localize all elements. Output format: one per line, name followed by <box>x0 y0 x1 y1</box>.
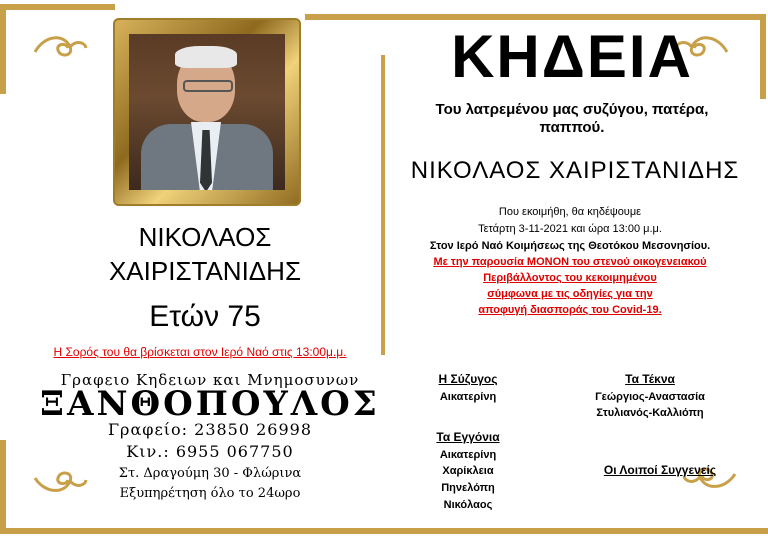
covid-note-line: αποφυγή διασποράς του Covid-19. <box>478 304 662 316</box>
office-phone: Γραφείο: 23850 26998 <box>107 420 313 439</box>
child-name: Γεώργιος-Αναστασία <box>595 391 705 403</box>
grandchild-name: Νικόλαος <box>443 499 493 511</box>
portrait-frame <box>113 18 301 206</box>
funeral-office-title: Γραφειο Κηδειων και Μνημοσυνων <box>60 371 360 389</box>
grandchild-name: Πηνελόπη <box>441 482 495 494</box>
portrait-photo <box>129 34 285 190</box>
deceased-first-name: ΝΙΚΟΛΑΟΣ <box>138 222 272 252</box>
funeral-office-name: ΞΑΝΘΟΠΟΥΛΟΣ <box>40 384 380 424</box>
gold-border-top-right <box>305 14 764 20</box>
spouse-name: Αικατερίνη <box>439 391 497 403</box>
intro-text <box>392 101 752 137</box>
deceased-full-name: ΝΙΚΟΛΑΟΣ ΧΑΙΡΙΣΤΑΝΙΔΗΣ <box>410 157 740 184</box>
coffin-note: Η Σορός του θα βρίσκεται στον Ιερό Ναό στις 13:00μ.μ. <box>53 345 347 359</box>
office-service-hours: Εξυπηρέτηση όλο το 24ωρο <box>119 486 301 501</box>
deceased-last-name: ΧΑΙΡΙΣΤΑΝΙΔΗΣ <box>108 256 302 286</box>
covid-note-line: Περιβάλλοντος του κεκοιμημένου <box>483 272 657 284</box>
grandchildren-heading: Τα Εγγόνια <box>436 430 500 444</box>
covid-note-line: Με την παρουσία ΜΟΝΟΝ του στενού οικογενειακού <box>433 256 707 268</box>
spouse-heading: Η Σύζυγος <box>438 372 498 386</box>
grandchild-name: Αικατερίνη <box>439 449 497 461</box>
office-mobile: Κιν.: 6955 067750 <box>126 442 294 461</box>
info-date: Τετάρτη 3-11-2021 και ώρα 13:00 μ.μ. <box>478 223 662 235</box>
notice-header: ΚΗΔΕΙΑ <box>451 23 693 90</box>
info-line: Που εκοιμήθη, θα κηδέψουμε <box>498 206 642 218</box>
column-divider <box>381 55 385 355</box>
portrait-glasses <box>183 80 233 92</box>
grandchild-name: Χαρίκλεια <box>442 465 494 477</box>
portrait-hair <box>175 46 237 68</box>
gold-border-left-bottom <box>0 440 6 534</box>
children-heading: Τα Τέκνα <box>625 372 675 386</box>
gold-border-left-top <box>0 4 6 94</box>
intro-line: παππού. <box>539 119 605 136</box>
gold-flourish-icon <box>30 32 90 62</box>
covid-note-line: σύμφωνα με τις οδηγίες για την <box>487 288 653 300</box>
deceased-age: Ετών 75 <box>149 300 261 333</box>
gold-border-right <box>760 14 766 99</box>
gold-border-bottom <box>0 528 768 534</box>
office-address: Στ. Δραγούμη 30 - Φλώρινα <box>118 466 302 481</box>
child-name: Στυλιανός-Καλλιόπη <box>596 407 704 419</box>
intro-line: Του λατρεμένου μας συζύγου, πατέρα, <box>435 101 709 118</box>
other-relatives-heading: Οι Λοιποί Συγγενείς <box>603 463 717 477</box>
gold-border-top-left <box>0 4 115 10</box>
info-church: Στον Ιερό Ναό Κοιμήσεως της Θεοτόκου Μεσονησίου. <box>429 240 711 252</box>
